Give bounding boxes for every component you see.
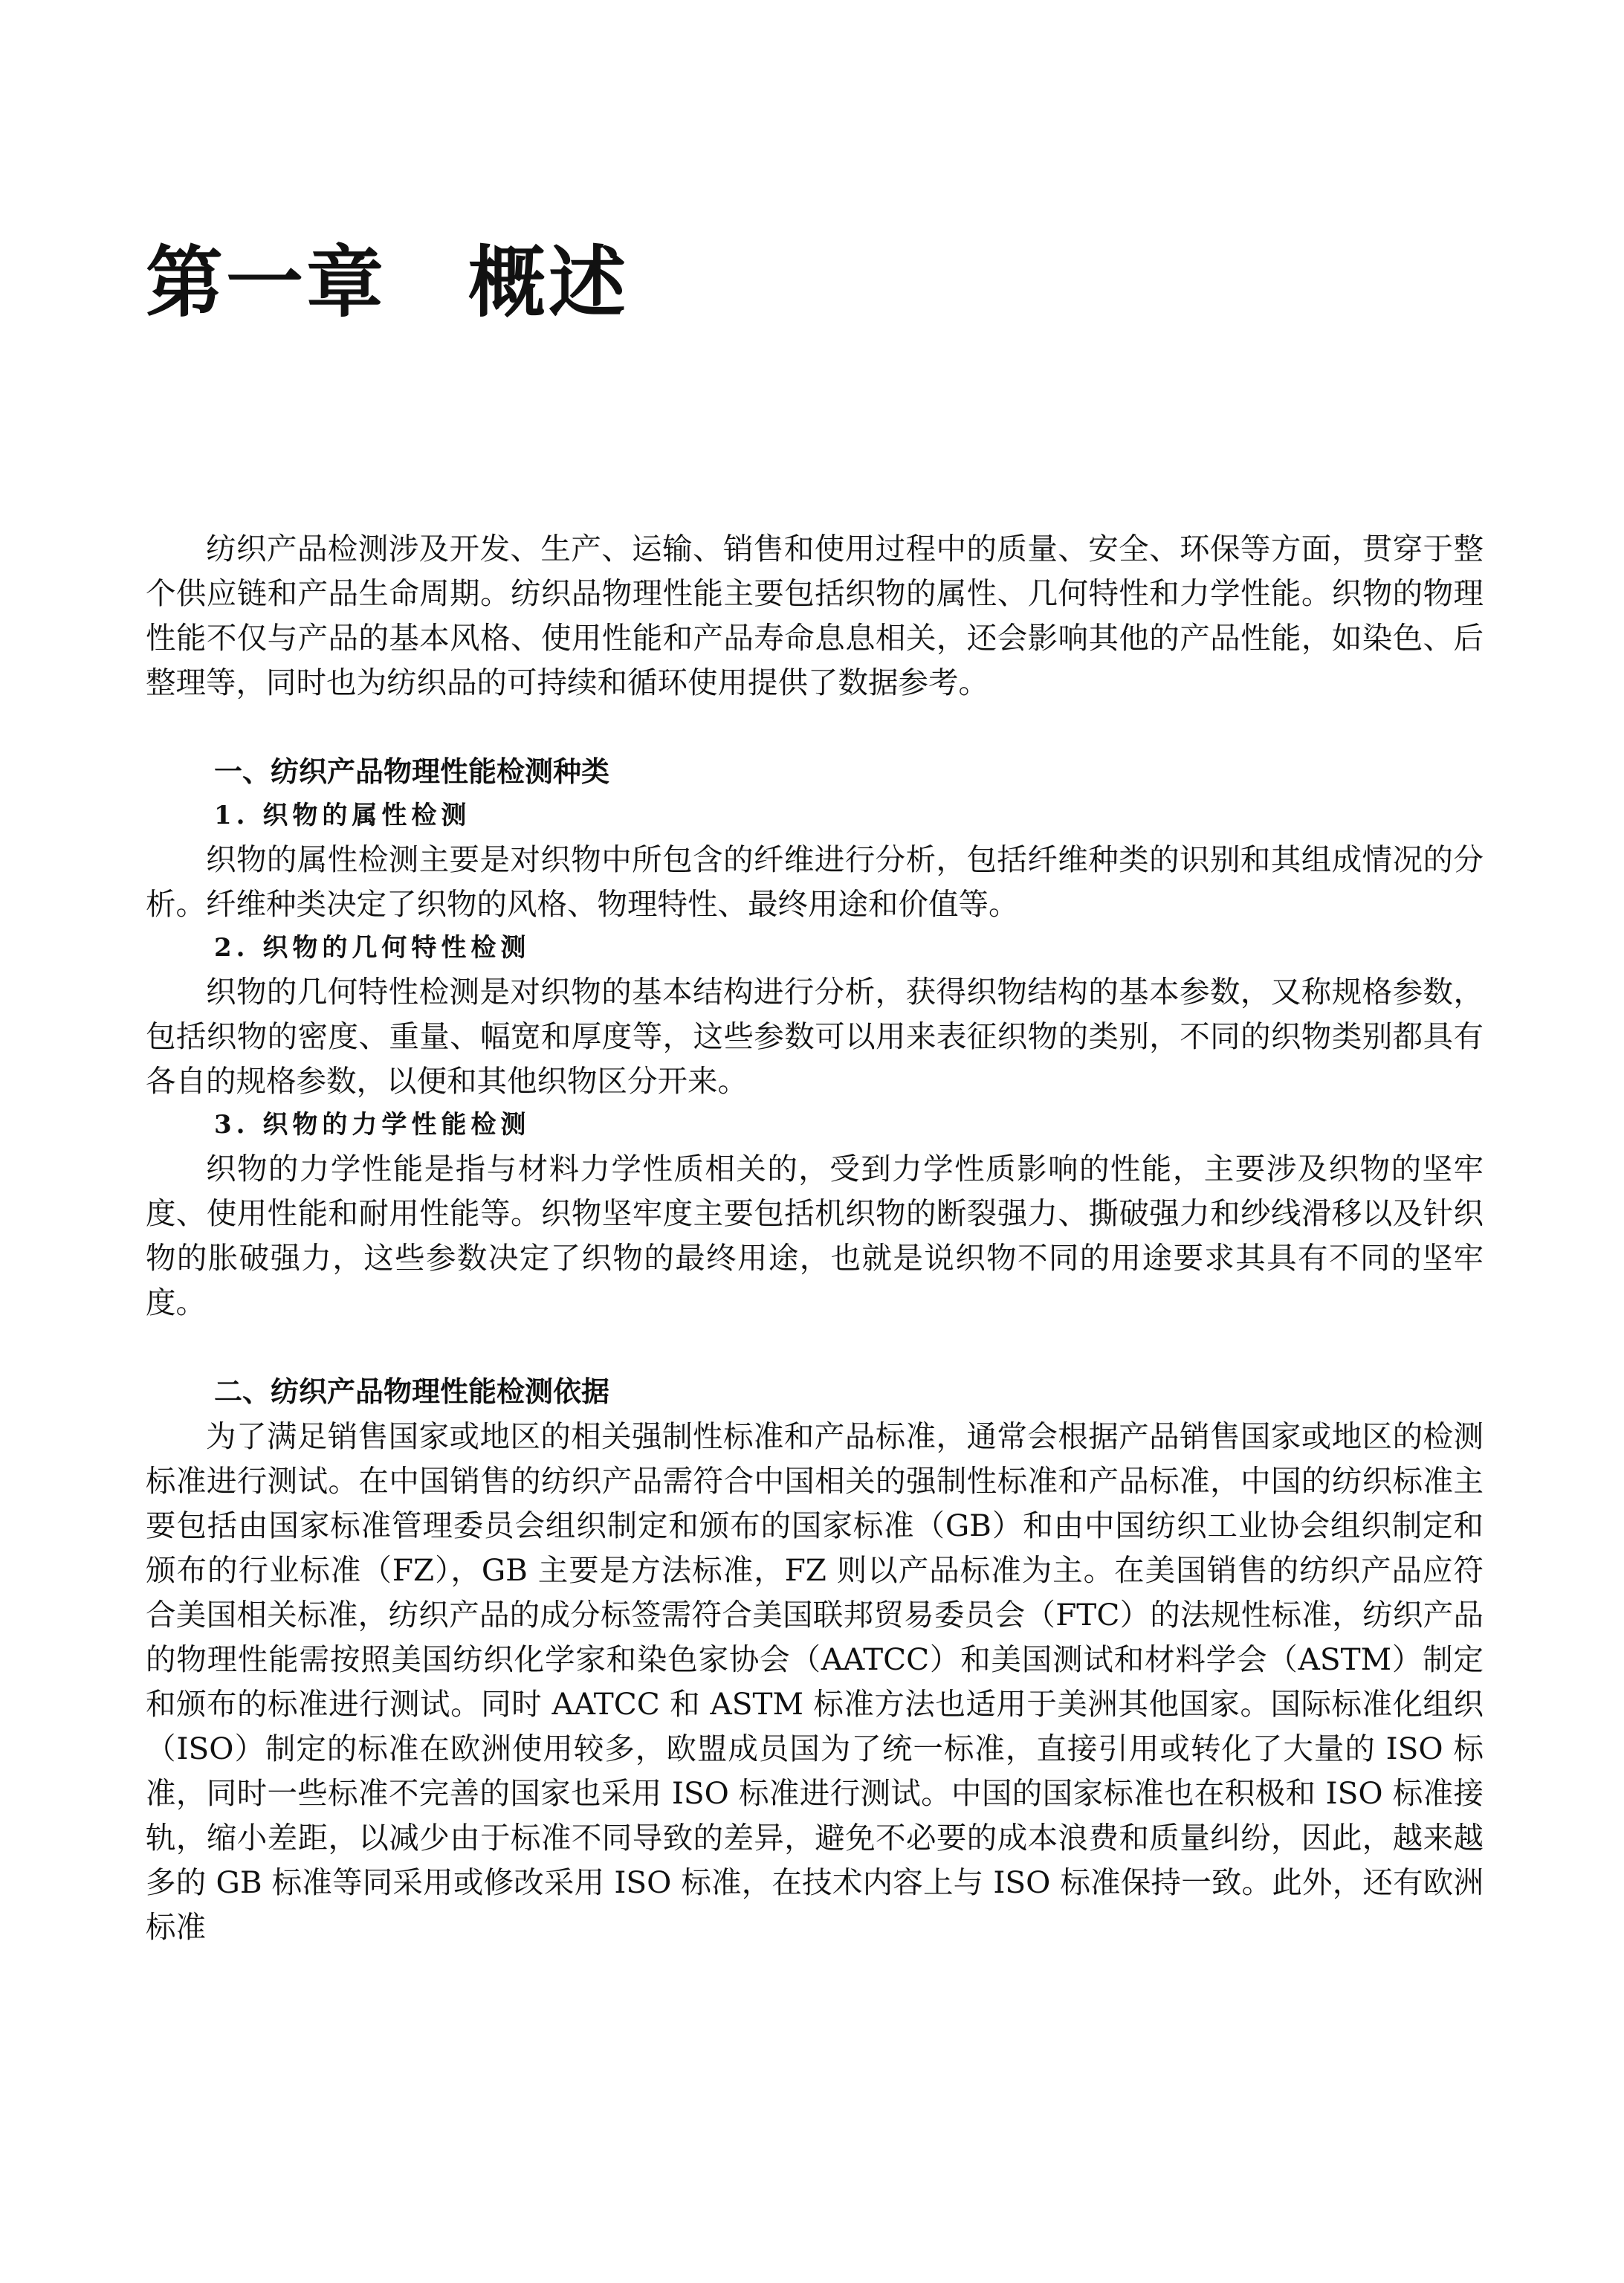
intro-paragraph: 纺织产品检测涉及开发、生产、运输、销售和使用过程中的质量、安全、环保等方面，贯穿于整个供应链和产品生命周期。纺织品物理性能主要包括织物的属性、几何特性和力学性能。织物的物理性能不仅与产品的基本风格、使用性能和产品寿命息息相关，还会影响其他的产品性能，如染色、后整理等，同时也为纺织品的可持续和循环使用提供了数据参考。 [146,531,1484,700]
subsection-body-1-3: 织物的力学性能是指与材料力学性质相关的，受到力学性质影响的性能，主要涉及织物的坚牢度、使用性能和耐用性能等。织物坚牢度主要包括机织物的断裂强力、撕破强力和纱线滑移以及针织物的胀破强力，这些参数决定了织物的最终用途，也就是说织物不同的用途要求其具有不同的坚牢度。 [146,1151,1484,1320]
page-body [146,526,1484,1949]
subsection-heading-1-3: 3. 织物的力学性能检测 [214,1110,531,1140]
section-heading-2: 二、纺织产品物理性能检测依据 [214,1375,610,1408]
chapter-number: 第一章 [146,237,387,328]
chapter-name: 概述 [468,237,630,328]
section-heading-1: 一、纺织产品物理性能检测种类 [214,755,610,788]
subsection-body-1-1: 织物的属性检测主要是对织物中所包含的纤维进行分析，包括纤维种类的识别和其组成情况的分析。纤维种类决定了织物的风格、物理特性、最终用途和价值等。 [146,842,1484,922]
subsection-heading-1-1: 1. 织物的属性检测 [214,801,471,830]
subsection-body-1-2: 织物的几何特性检测是对织物的基本结构进行分析，获得织物结构的基本参数，又称规格参数，包括织物的密度、重量、幅宽和厚度等，这些参数可以用来表征织物的类别，不同的织物类别都具有各自的规格参数，以便和其他织物区分开来。 [146,974,1484,1099]
chapter-title [146,220,629,332]
subsection-heading-1-2: 2. 织物的几何特性检测 [214,933,531,963]
section-body-2: 为了满足销售国家或地区的相关强制性标准和产品标准，通常会根据产品销售国家或地区的检测标准进行测试。在中国销售的纺织产品需符合中国相关的强制性标准和产品标准，中国的纺织标准主要包括由国家标准管理委员会组织制定和颁布的国家标准（GB）和由中国纺织工业协会组织制定和颁布的行业标准（FZ），GB 主要是方法标准，FZ 则以产品标准为主。在美国销售的纺织产品应符合美国相关标准，纺织产品的成分标签需符合美国联邦贸易委员会（FTC）的法规性标准，纺织产品的物理性能需按照美国纺织化学家和染色家协会（AATCC）和美国测试和材料学会（ASTM）制定和颁布的标准进行测试。同时 AATCC 和 ASTM 标准方法也适用于美洲其他国家。国际标准化组织（ISO）制定的标准在欧洲使用较多，欧盟成员国为了统一标准，直接引用或转化了大量的 ISO 标准，同时一些标准不完善的国家也采用 ISO 标准进行测试。中国的国家标准也在积极和 ISO 标准接轨，缩小差距，以减少由于标准不同导致的差异，避免不必要的成本浪费和质量纠纷，因此，越来越多的 GB 标准等同采用或修改采用 ISO 标准，在技术内容上与 ISO 标准保持一致。此外，还有欧洲标准 [146,1418,1484,1945]
